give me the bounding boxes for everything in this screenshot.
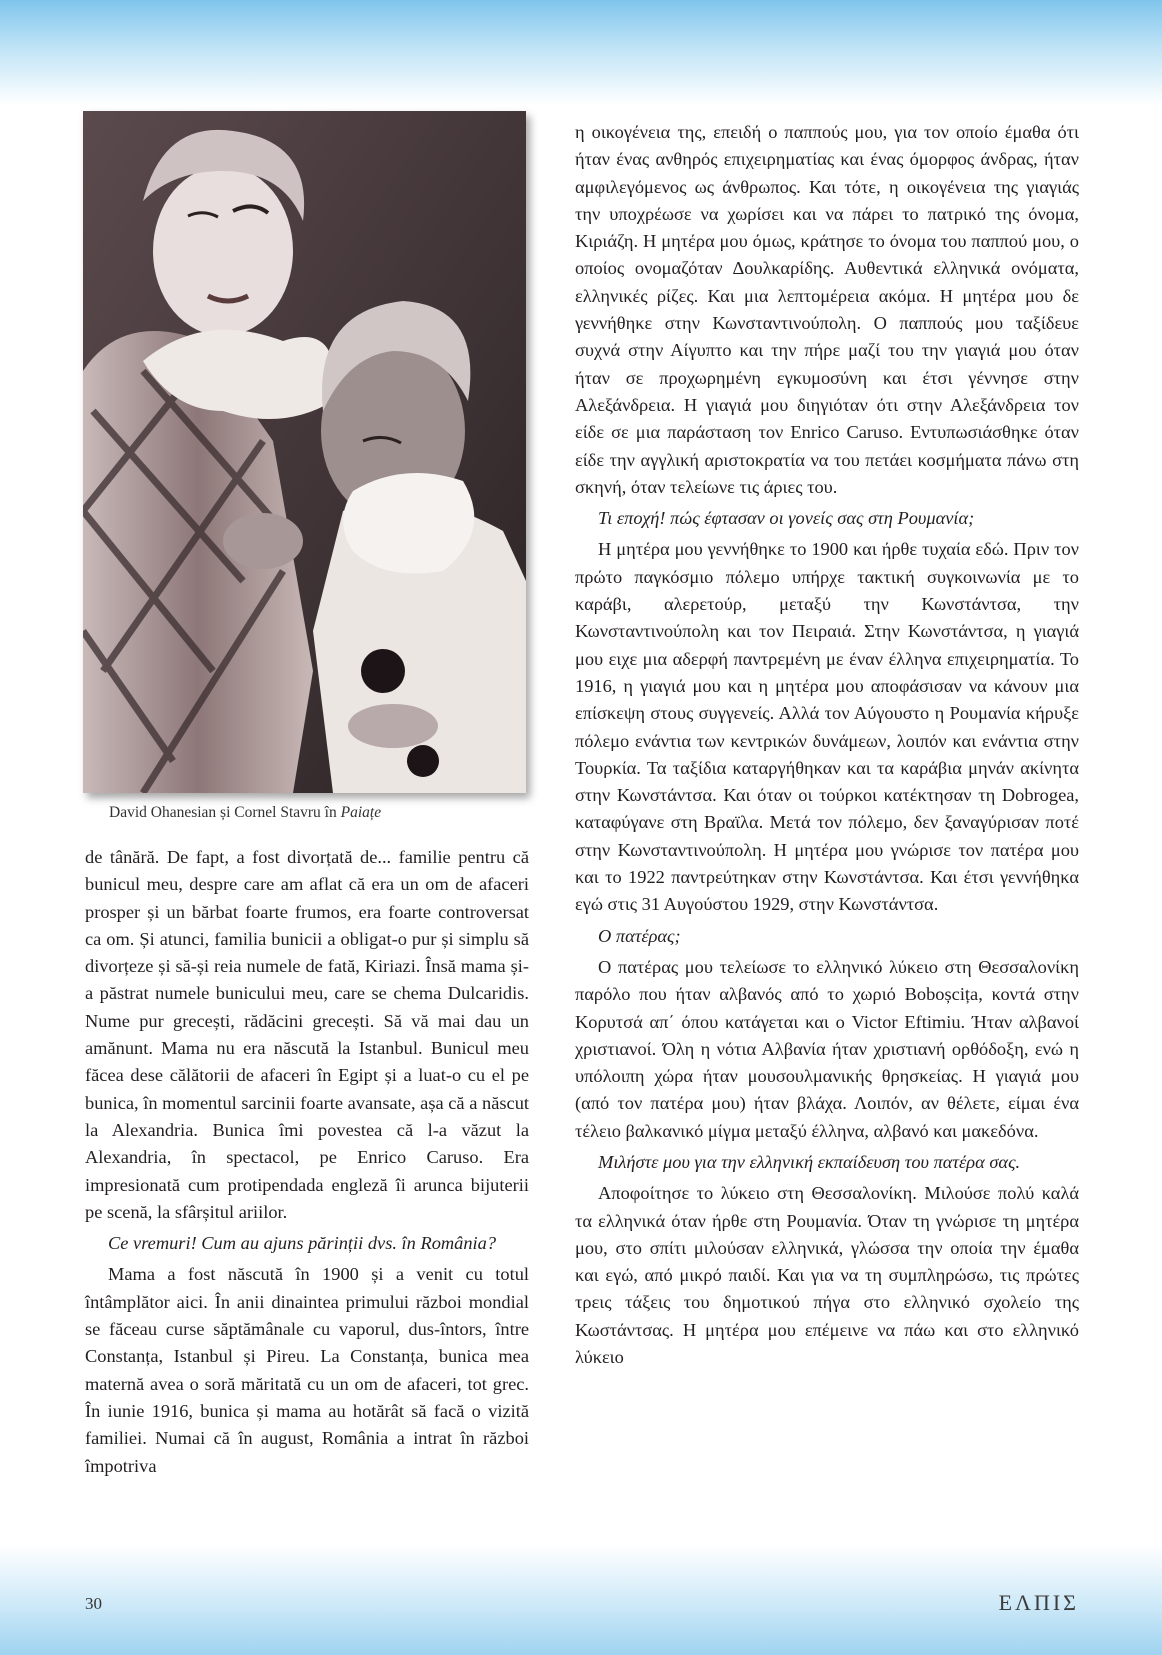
paragraph: Αποφοίτησε το λύκειο στη Θεσσαλονίκη. Μιλούσε πολύ καλά τα ελληνικά όταν ήρθε στη Ρουμανία. Όταν τη γνώρισε τη μητέρα μου, στο σπίτι μιλούσαν ελληνικά, γλώσσα την οποία την έμαθα και εγώ, από μικρό παιδί. Και για να τη συμπληρώσω, τις πρώτες τρεις τάξεις του δημοτικού πήγα στο ελληνικό σχολείο της Κωστάντσας. Η μητέρα μου επέμεινε να πάω και στο ελληνικό λύκειο [575, 1183, 1079, 1368]
interview-question: Τι εποχή! πώς έφτασαν οι γονείς σας στη Ρουμανία; [598, 508, 975, 529]
top-gradient-band [0, 0, 1162, 105]
paragraph: η οικογένεια της, επειδή ο παππούς μου, για τον οποίο έμαθα ότι ήταν ένας ανθηρός επιχειρηματίας και ένας όμορφος άνδρας, ήταν αμφιλεγόμενος ως άνθρωπος. Και τότε, η οικογένεια της γιαγιάς την υποχρέωσε να χωρίσει και να πάρει το πατρικό της όνομα, Κιριάζη. Η μητέρα μου όμως, κράτησε το όνομα του παππού μου, ο οποίος ονομαζόταν Δουλκαρίδης. Αυθεντικά ελληνικά ονόματα, ελληνικές ρίζες. Και μια λεπτομέρεια ακόμα. Η μητέρα μου δε γεννήθηκε στην Κωνσταντινούπολη. Ο παππούς μου ταξίδευε συχνά στην Αίγυπτο και την πήρε μαζί του την γιαγιά μου όταν ήταν σε προχωρημένη εγκυμοσύνη και έτσι γέννησε στην Αλεξάνδρεια. Η γιαγιά μου διηγιόταν ότι στην Αλεξάνδρεια τον είδε σε μια παράσταση τον Enrico Caruso. Εντυπωσιάσθηκε όταν είδε την αγγλική αριστοκρατία να του πετάει κοσμήματα πάνω στη σκηνή, όταν τελείωνε τις άριες του. [575, 122, 1079, 497]
caption-text: David Ohanesian și Cornel Stavru în [109, 804, 341, 821]
magazine-name: ΕΛΠΙΣ [998, 1590, 1079, 1615]
interview-question: Ce vremuri! Cum au ajuns părinții dvs. în România? [108, 1233, 497, 1254]
page-number: 30 [85, 1594, 102, 1613]
paragraph: Η μητέρα μου γεννήθηκε το 1900 και ήρθε τυχαία εδώ. Πριν τον πρώτο παγκόσμιο πόλεμο υπήρχε τακτική συγκοινωνία με το καράβι, αλερετούρ, μεταξύ την Κωνστάντσα, την Κωνσταντινούπολη και τον Πειραιά. Στην Κωνστάντσα, η γιαγιά μου ειχε μια αδερφή παντρεμένη με έναν έλληνα επιχειρηματία. Το 1916, η γιαγιά μου και η μητέρα μου αποφάσισαν να κάνουν μια επίσκεψη στους συγγενείς. Αλλά τον Αύγουστο η Ρουμανία κήρυξε πόλεμο ενάντια των κεντρικών δυνάμεων, λοιπόν και ενάντια στην Τουρκία. Τα ταξίδια καταργήθηκαν και τα καράβια μηνάν ακίνητα στην Κωνστάντσα. Και όταν οι τούρκοι κατέκτησαν τη Dobrogea, καταφύγανε στη Βραϊλα. Μετά τον πόλεμο, δεν ξαναγύρισαν ποτέ στην Κωνσταντινούπολη. Η μητέρα μου γνώρισε τον πατέρα μου και το 1922 παντρεύτηκαν στην Κωνστάντσα. Και έτσι γεννήθηκα εγώ στις 31 Αυγούστου 1929, στην Κωνστάντσα. [575, 539, 1079, 915]
paragraph: Mama a fost născută în 1900 și a venit cu totul întâmplător aici. În anii dinaintea primului război mondial se făceau curse săptămânale cu vaporul, dus-întors, între Constanța, Istanbul și Pireu. La Constanța, bunica mea maternă avea o soră măritată cu un om de afaceri, tot grec. În iunie 1916, bunica și mama au hotărât să facă o vizită familiei. Numai că în august, România a intrat în război împotriva [85, 1264, 529, 1476]
photo-caption [109, 804, 381, 822]
stage-photo [83, 111, 526, 793]
caption-opera-title: Paiațe [340, 804, 382, 821]
left-column-romanian [85, 844, 529, 1484]
right-column-greek [575, 119, 1079, 1375]
bottom-gradient-band [0, 1545, 1162, 1655]
interview-question: Μιλήστε μου για την ελληνική εκπαίδευση του πατέρα σας. [598, 1151, 1021, 1172]
interview-question: Ο πατέρας; [598, 925, 681, 946]
paragraph: de tânără. De fapt, a fost divorțată de... familie pentru că bunicul meu, despre care am aflat că era un om de afaceri prosper și un bărbat foarte frumos, era foarte controversat ca om. Și atunci, familia bunicii a obligat-o pur și simplu să divorțeze și să-și reia numele de fată, Kiriazi. Însă mama și-a păstrat numele bunicului meu, care se chema Dulcaridis. Nume pur grecești, rădăcini grecești. Să vă mai dau un amănunt. Mama nu era născută la Istanbul. Bunicul meu făcea dese călătorii de afaceri în Egipt și a luat-o cu el pe bunica, în momentul sarcinii foarte avansate, așa că a născut la Alexandria. Bunica îmi povestea că l-a văzut la Alexandria, în spectacol, pe Enrico Caruso. Era impresionată cum protipendada engleză îi arunca bijuterii pe scenă, la sfârșitul ariilor. [85, 847, 529, 1222]
paragraph: Ο πατέρας μου τελείωσε το ελληνικό λύκειο στη Θεσσαλονίκη παρόλο που ήταν αλβανός από το χωριό Boboșcița, κοντά στην Κορυτσά απ΄ όπου κατάγεται και ο Victor Eftimiu. Ήταν αλβανοί χριστιανοί. Όλη η νότια Αλβανία ήταν χριστιανή ορθόδοξη, ενώ η υπόλοιπη χώρα ήταν μουσουλμανικής θρησκείας. Η γιαγιά μου (από τον πατέρα μου) ήταν βλάχα. Λοιπόν, αν θέλετε, είμαι ένα τέλειο βαλκανικό μίγμα μεταξύ έλληνα, αλβανό και μακεδόνα. [575, 956, 1079, 1141]
